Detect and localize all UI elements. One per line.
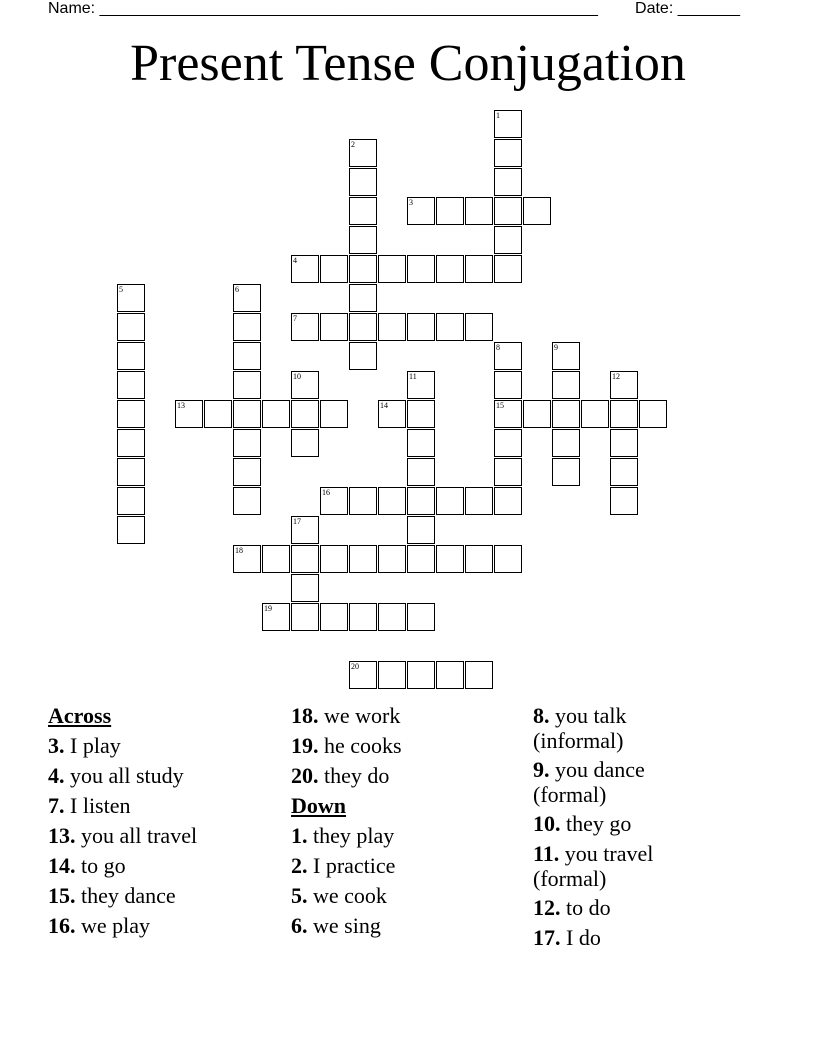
grid-cell[interactable] xyxy=(117,516,145,544)
grid-cell[interactable] xyxy=(320,400,348,428)
clue-number: 10 xyxy=(293,372,301,381)
clue-down-9: 9. you dance (formal) xyxy=(533,757,645,807)
grid-cell[interactable] xyxy=(117,342,145,370)
grid-cell[interactable] xyxy=(465,313,493,341)
across-heading: Across xyxy=(48,703,112,728)
grid-cell[interactable] xyxy=(494,110,522,138)
grid-cell[interactable] xyxy=(378,545,406,573)
grid-cell[interactable] xyxy=(494,342,522,370)
grid-cell[interactable] xyxy=(523,197,551,225)
grid-cell[interactable] xyxy=(436,313,464,341)
grid-cell[interactable] xyxy=(552,400,580,428)
grid-cell[interactable] xyxy=(494,545,522,573)
grid-cell[interactable] xyxy=(494,139,522,167)
grid-cell[interactable] xyxy=(436,197,464,225)
grid-cell[interactable] xyxy=(233,458,261,486)
clue-across-15: 15. they dance xyxy=(48,883,176,908)
grid-cell[interactable] xyxy=(407,458,435,486)
grid-cell[interactable] xyxy=(349,197,377,225)
clue-across-14: 14. to go xyxy=(48,853,126,878)
grid-cell[interactable] xyxy=(494,487,522,515)
clue-across-18: 18. we work xyxy=(291,703,401,728)
grid-cell[interactable] xyxy=(378,661,406,689)
grid-cell[interactable] xyxy=(117,313,145,341)
grid-cell[interactable] xyxy=(494,458,522,486)
clues-column-3 xyxy=(533,703,683,955)
clue-across-16: 16. we play xyxy=(48,913,151,938)
grid-cell[interactable] xyxy=(349,545,377,573)
clue-across-4: 4. you all study xyxy=(48,763,184,788)
grid-cell[interactable] xyxy=(117,400,145,428)
grid-cell[interactable] xyxy=(494,371,522,399)
grid-cell[interactable] xyxy=(494,197,522,225)
grid-cell[interactable] xyxy=(552,371,580,399)
clue-number: 5 xyxy=(119,285,123,294)
clue-number: 12 xyxy=(612,372,620,381)
grid-cell[interactable] xyxy=(320,255,348,283)
grid-cell[interactable] xyxy=(407,429,435,457)
grid-cell[interactable] xyxy=(117,371,145,399)
grid-cell[interactable] xyxy=(494,226,522,254)
clue-number: 14 xyxy=(380,401,388,410)
grid-cell[interactable] xyxy=(117,429,145,457)
grid-cell[interactable] xyxy=(436,545,464,573)
date-field-label[interactable]: Date: _______ xyxy=(635,0,740,17)
grid-cell[interactable] xyxy=(407,516,435,544)
grid-cell[interactable] xyxy=(233,371,261,399)
clue-down-6: 6. we sing xyxy=(291,913,381,938)
grid-cell[interactable] xyxy=(465,545,493,573)
clue-down-2: 2. I practice xyxy=(291,853,396,878)
grid-cell[interactable] xyxy=(552,429,580,457)
grid-cell[interactable] xyxy=(407,313,435,341)
grid-cell[interactable] xyxy=(610,458,638,486)
grid-cell[interactable] xyxy=(378,400,406,428)
grid-cell[interactable] xyxy=(291,516,319,544)
grid-cell[interactable] xyxy=(291,574,319,602)
grid-cell[interactable] xyxy=(494,429,522,457)
grid-cell[interactable] xyxy=(291,371,319,399)
grid-cell[interactable] xyxy=(407,371,435,399)
name-field-label[interactable]: Name: ________________________________________________________ xyxy=(48,0,598,17)
clue-down-11: 11. you travel (formal) xyxy=(533,841,654,891)
clue-number: 19 xyxy=(264,604,272,613)
grid-cell[interactable] xyxy=(349,342,377,370)
grid-cell[interactable] xyxy=(378,313,406,341)
grid-cell[interactable] xyxy=(465,197,493,225)
clues-column-1 xyxy=(48,703,283,943)
grid-cell[interactable] xyxy=(349,661,377,689)
grid-cell[interactable] xyxy=(320,545,348,573)
clue-down-5: 5. we cook xyxy=(291,883,387,908)
grid-cell[interactable] xyxy=(581,400,609,428)
clue-down-17: 17. I do xyxy=(533,925,601,950)
grid-cell[interactable] xyxy=(552,458,580,486)
grid-cell[interactable] xyxy=(407,487,435,515)
clue-across-7: 7. I listen xyxy=(48,793,131,818)
clue-down-8: 8. you talk (informal) xyxy=(533,703,627,753)
grid-cell[interactable] xyxy=(233,429,261,457)
grid-cell[interactable] xyxy=(465,661,493,689)
clues-column-2 xyxy=(291,703,526,943)
grid-cell[interactable] xyxy=(233,487,261,515)
grid-cell[interactable] xyxy=(407,603,435,631)
grid-cell[interactable] xyxy=(291,545,319,573)
clue-across-20: 20. they do xyxy=(291,763,390,788)
grid-cell[interactable] xyxy=(407,545,435,573)
grid-cell[interactable] xyxy=(639,400,667,428)
grid-cell[interactable] xyxy=(349,603,377,631)
grid-cell[interactable] xyxy=(378,487,406,515)
grid-cell[interactable] xyxy=(407,661,435,689)
clue-number: 6 xyxy=(235,285,239,294)
grid-cell[interactable] xyxy=(320,313,348,341)
grid-cell[interactable] xyxy=(436,487,464,515)
down-heading: Down xyxy=(291,793,347,818)
grid-cell[interactable] xyxy=(349,139,377,167)
grid-cell[interactable] xyxy=(465,255,493,283)
clue-number: 9 xyxy=(554,343,558,352)
grid-cell[interactable] xyxy=(291,255,319,283)
grid-cell[interactable] xyxy=(117,284,145,312)
page-title: Present Tense Conjugation xyxy=(130,35,686,92)
grid-cell[interactable] xyxy=(349,255,377,283)
clue-across-3: 3. I play xyxy=(48,733,121,758)
grid-cell[interactable] xyxy=(349,284,377,312)
grid-cell[interactable] xyxy=(233,284,261,312)
grid-cell[interactable] xyxy=(349,226,377,254)
grid-cell[interactable] xyxy=(465,487,493,515)
grid-cell[interactable] xyxy=(349,168,377,196)
grid-cell[interactable] xyxy=(610,400,638,428)
grid-cell[interactable] xyxy=(175,400,203,428)
clue-number: 16 xyxy=(322,488,330,497)
grid-cell[interactable] xyxy=(233,342,261,370)
grid-cell[interactable] xyxy=(436,661,464,689)
clue-number: 20 xyxy=(351,662,359,671)
clue-down-10: 10. they go xyxy=(533,811,632,836)
clue-number: 1 xyxy=(496,111,500,120)
grid-cell[interactable] xyxy=(610,487,638,515)
grid-cell[interactable] xyxy=(233,313,261,341)
grid-cell[interactable] xyxy=(291,603,319,631)
grid-cell[interactable] xyxy=(378,603,406,631)
grid-cell[interactable] xyxy=(233,545,261,573)
grid-cell[interactable] xyxy=(204,400,232,428)
grid-cell[interactable] xyxy=(494,168,522,196)
grid-cell[interactable] xyxy=(117,487,145,515)
clue-number: 13 xyxy=(177,401,185,410)
clue-number: 15 xyxy=(496,401,504,410)
grid-cell[interactable] xyxy=(320,603,348,631)
clue-across-13: 13. you all travel xyxy=(48,823,198,848)
clue-number: 18 xyxy=(235,546,243,555)
grid-cell[interactable] xyxy=(407,197,435,225)
grid-cell[interactable] xyxy=(349,313,377,341)
grid-cell[interactable] xyxy=(349,487,377,515)
clue-across-19: 19. he cooks xyxy=(291,733,402,758)
clue-number: 8 xyxy=(496,343,500,352)
clue-number: 3 xyxy=(409,198,413,207)
clue-down-1: 1. they play xyxy=(291,823,395,848)
grid-cell[interactable] xyxy=(117,458,145,486)
grid-cell[interactable] xyxy=(262,400,290,428)
clue-number: 11 xyxy=(409,372,417,381)
clue-down-12: 12. to do xyxy=(533,895,611,920)
grid-cell[interactable] xyxy=(523,400,551,428)
grid-cell[interactable] xyxy=(552,342,580,370)
grid-cell[interactable] xyxy=(262,545,290,573)
clue-number: 2 xyxy=(351,140,355,149)
grid-cell[interactable] xyxy=(494,400,522,428)
grid-cell[interactable] xyxy=(610,371,638,399)
grid-cell[interactable] xyxy=(610,429,638,457)
grid-cell[interactable] xyxy=(291,400,319,428)
grid-cell[interactable] xyxy=(320,487,348,515)
grid-cell[interactable] xyxy=(262,603,290,631)
grid-cell[interactable] xyxy=(233,400,261,428)
grid-cell[interactable] xyxy=(378,255,406,283)
grid-cell[interactable] xyxy=(407,255,435,283)
clue-number: 4 xyxy=(293,256,297,265)
grid-cell[interactable] xyxy=(291,313,319,341)
clue-number: 7 xyxy=(293,314,297,323)
grid-cell[interactable] xyxy=(407,400,435,428)
clue-number: 17 xyxy=(293,517,301,526)
grid-cell[interactable] xyxy=(436,255,464,283)
grid-cell[interactable] xyxy=(291,429,319,457)
grid-cell[interactable] xyxy=(494,255,522,283)
